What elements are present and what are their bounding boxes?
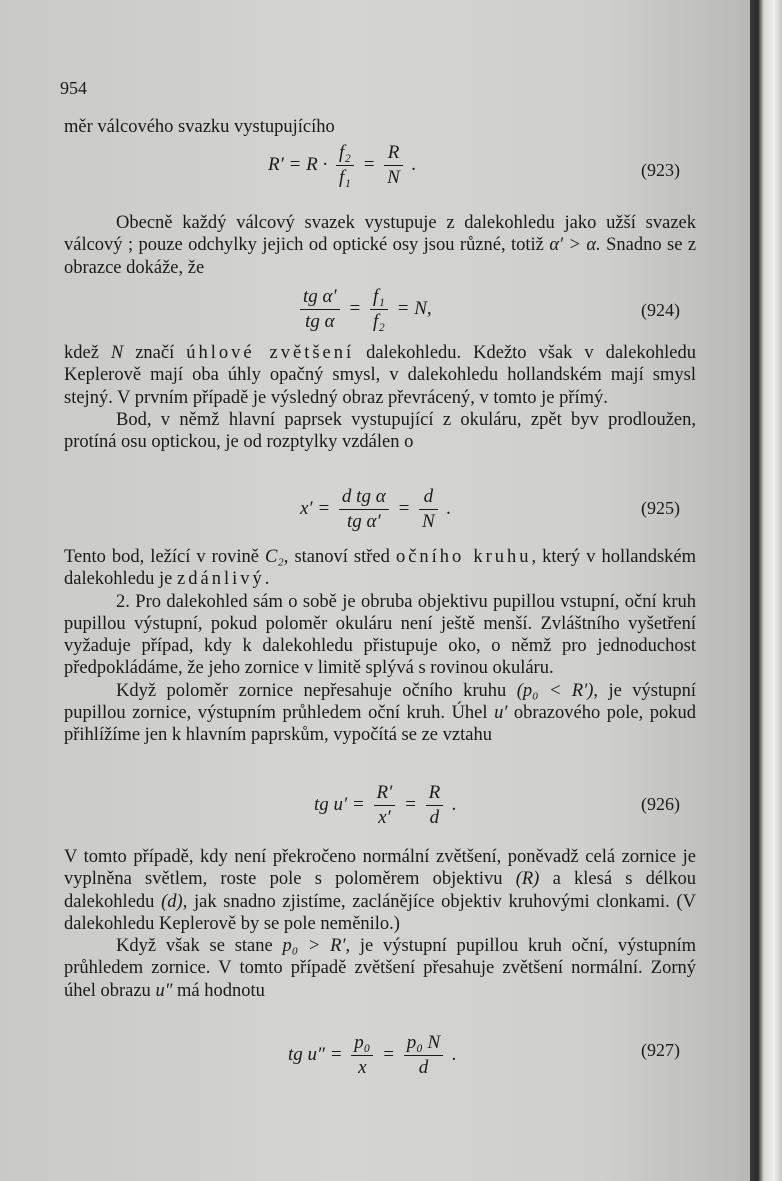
eq925-mid: = xyxy=(397,497,411,519)
eq927-b-den: d xyxy=(418,1057,429,1078)
eq925-lhs: x′ = xyxy=(300,497,331,519)
equation-925 xyxy=(300,486,451,533)
eq926-frac-b xyxy=(426,782,444,829)
eq925-a-den: tg α′ xyxy=(346,511,381,532)
p6-c: obrazového pole, pokud přihlížíme jen k hlavním paprskům, vypočítá se ze vztahu xyxy=(64,703,697,746)
p7-b: a klesá s délkou dalekohledu xyxy=(64,869,697,912)
eq926-b-num: R xyxy=(426,782,444,806)
eq927-b-num: p₀ N xyxy=(404,1032,444,1056)
eq927-lhs: tg u″ = xyxy=(288,1043,343,1065)
p6-a: Když poloměr zornice nepřesahuje očního kruhu xyxy=(116,680,507,701)
eq925-a-num: d tg α xyxy=(339,486,389,510)
p2-spaced: úhlové zvětšení xyxy=(186,343,355,363)
p4-a: Tento bod, ležící v rovině xyxy=(64,547,259,567)
p7-a: V tomto případě, kdy není překročeno normální zvětšení, poněvadž celá zornice je vyplněna světlem, roste pole s poloměrem objektivu xyxy=(64,847,696,890)
page-number: 954 xyxy=(60,78,87,98)
eq924-t-num: tg α′ xyxy=(300,286,340,310)
eq925-frac-a xyxy=(339,486,389,533)
eq926-lhs: tg u′ = xyxy=(314,793,365,815)
eq923-number: (923) xyxy=(641,160,680,180)
p4-d: . xyxy=(264,569,270,590)
eq926-number: (926) xyxy=(641,794,680,814)
eq924-mid: = xyxy=(348,297,362,319)
p6-u: u′ xyxy=(494,703,508,724)
eq926-a-den: x′ xyxy=(378,807,391,828)
eq924-number: (924) xyxy=(641,300,680,320)
eq927-number: (927) xyxy=(641,1040,680,1060)
p7-R: (R) xyxy=(515,869,540,890)
eq925-number: (925) xyxy=(641,498,680,518)
paragraph-2 xyxy=(64,342,696,453)
intro-line xyxy=(64,116,696,138)
eq923-frac-f xyxy=(336,142,354,189)
p5-text: 2. Pro dalekohled sám o sobě je obruba objektivu pupillou vstupní, oční kruh pupillou výstupní, pokud poloměr okuláru není ještě menší. Zvláštního vyšetření vyžaduje případ, kdy k dalekohledu přistupuje oko, o němž pro jednoduchost předpokládáme, že jeho zornice v limitě splývá s rovinou okuláru. xyxy=(64,591,696,679)
paragraph-1 xyxy=(64,212,696,279)
p3-text: Bod, v němž hlavní paprsek vystupující z okuláru, zpět byv prodloužen, protíná osu optickou, je od rozptylky vzdálen o xyxy=(64,409,696,453)
eq927-mid: = xyxy=(382,1043,395,1065)
p1-relation: α′ > α. xyxy=(549,235,601,256)
p2-b: značí xyxy=(135,343,175,363)
p7-d: (d) xyxy=(161,891,183,912)
eq924-frac-t xyxy=(300,286,340,333)
paragraph-4 xyxy=(64,546,696,747)
paragraph-7 xyxy=(64,846,696,1002)
eq923-r-num: R xyxy=(384,142,403,166)
p2-a: kdež xyxy=(64,343,99,363)
p8-b: , je výstupní pupillou kruh oční, výstupním průhledem zornice. V tomto případě zvětšení přesahuje zvětšení normální. Zorný úhel obrazu xyxy=(64,936,696,1001)
p1-end: Snadno se z obrazce dokáže, že xyxy=(64,235,697,278)
eq924-frac-f xyxy=(370,286,388,333)
eq924-rhs: = N, xyxy=(396,297,432,319)
p8-a: Když však se stane xyxy=(116,936,273,957)
eq923-mid: = xyxy=(362,153,376,175)
eq926-mid: = xyxy=(404,793,417,815)
p6-b: , je výstupní pupillou zornice, výstupním průhledem oční kruh. Úhel xyxy=(64,680,696,724)
intro-text: měr válcového svazku vystupujícího xyxy=(64,117,335,137)
p2-c: dalekohledu. Kdežto však v dalekohledu Keplerově mají oba úhly opačný smysl, v dalekohledu hollandském mají smysl stejný. V prvním případě je výsledný obraz převrácený, v tomto je přímý. xyxy=(64,343,697,408)
eq925-frac-b xyxy=(419,486,438,533)
eq926-frac-a xyxy=(374,782,396,829)
page-edge-strip xyxy=(750,0,782,1181)
p8-rel: p₀ > R′ xyxy=(282,936,346,957)
eq923-r-den: N xyxy=(387,167,400,188)
p8-u: u″ xyxy=(155,980,173,1001)
p4-spaced1: očního kruhu xyxy=(395,547,532,567)
p4-c: , který v hollandském dalekohledu je xyxy=(64,547,697,590)
eq927-tail: . xyxy=(451,1043,457,1065)
p7-c: , jak snadno zjistíme, zaclánějíce objektiv kruhovými clonkami. (V dalekohledu Keplerově by se pole neměnilo.) xyxy=(64,891,697,934)
eq927-frac-a xyxy=(351,1032,373,1079)
p4-b: , stanoví střed xyxy=(283,547,390,567)
eq923-f-den: f₁ xyxy=(338,167,351,188)
p4-spaced2: zdánlivý xyxy=(177,569,265,590)
p1-text: Obecně každý válcový svazek vystupuje z dalekohledu jako užší svazek válcový ; pouze odchylky jejich od optické osy jsou různé, totiž xyxy=(64,213,696,256)
eq927-frac-b xyxy=(404,1032,444,1079)
eq926-tail: . xyxy=(451,793,457,815)
eq925-tail: . xyxy=(446,497,452,519)
equation-926 xyxy=(314,782,457,829)
eq927-a-num: p₀ xyxy=(351,1032,373,1056)
equation-923 xyxy=(268,142,416,189)
eq926-b-den: d xyxy=(429,807,440,828)
p2-N: N xyxy=(110,343,124,363)
eq923-tail: . xyxy=(411,153,417,175)
p6-rel: (p₀ < R′) xyxy=(516,680,594,701)
equation-924 xyxy=(296,286,432,333)
eq923-lhs: R′ = R · xyxy=(268,153,328,175)
eq924-f-den: f₂ xyxy=(373,311,385,332)
eq926-a-num: R′ xyxy=(374,782,396,806)
p4-C: C₂ xyxy=(265,547,284,567)
eq927-a-den: x xyxy=(358,1057,367,1078)
eq923-frac-r xyxy=(384,142,403,189)
eq925-b-num: d xyxy=(419,486,438,510)
eq923-f-num: f₂ xyxy=(336,142,354,166)
eq924-t-den: tg α xyxy=(305,311,335,332)
eq925-b-den: N xyxy=(422,511,435,532)
p8-c: má hodnotu xyxy=(177,980,265,1001)
eq924-f-num: f₁ xyxy=(370,286,388,310)
equation-927 xyxy=(288,1032,457,1079)
